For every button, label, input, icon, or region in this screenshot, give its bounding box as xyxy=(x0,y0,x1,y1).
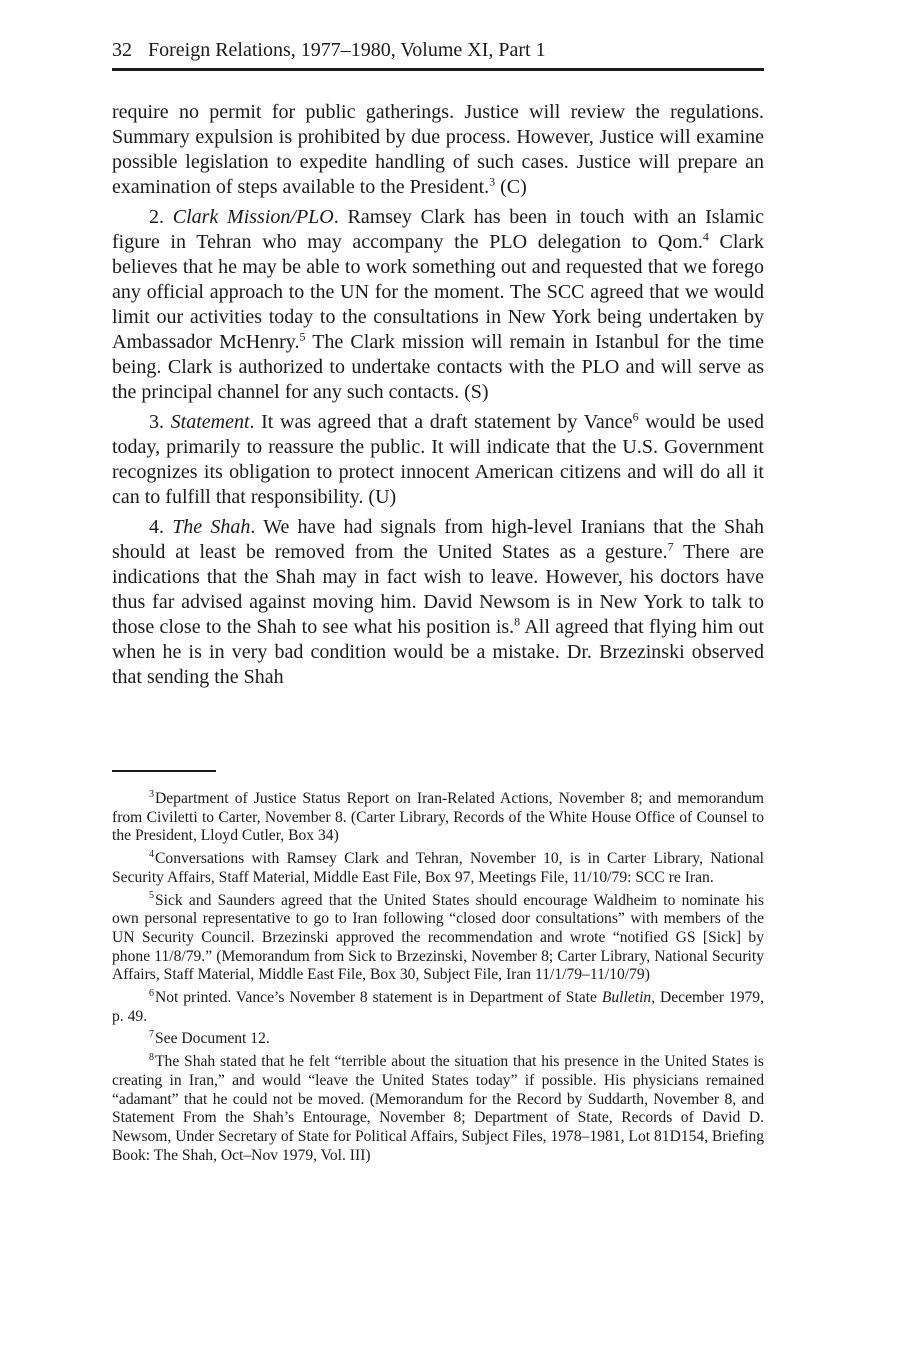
footnote-6: $^6$Not printed. Vance’s November 8 statement is in Department of State Bulletin, December 1979, p. 49. xyxy=(112,987,764,1025)
main-text xyxy=(112,100,764,695)
footnote-ref-5[interactable]: 5 xyxy=(299,329,306,344)
paragraph-the-shah: 4. The Shah. We have had signals from high-level Iranians that the Shah should at least be removed from the United States as a gesture.$^7$ There are indications that the Shah may in fact wish to leave. However, his doctors have thus far advised against moving him. David Newsom is in New York to talk to those close to the Shah to see what his position is.$^8$ All agreed that flying him out when he is in very bad condition would be a mistake. Dr. Brzezinski observed that sending the Shah xyxy=(112,516,765,688)
footnotes xyxy=(112,790,764,1169)
footnote-7: $^7$See Document 12. xyxy=(149,1029,270,1048)
footnote-4: $^4$Conversations with Ramsey Clark and Tehran, November 10, is in Carter Library, National Security Affairs, Staff Material, Middle East File, Box 97, Meetings File, 11/10/79: SCC re Iran. xyxy=(112,848,764,886)
paragraph-1: require no permit for public gatherings. Justice will review the regulations. Summary expulsion is prohibited by due process. However, Justice will examine possible legislation to expedite handling of such cases. Justice will prepare an examination of steps available to the President.$^3$ (C) xyxy=(112,101,764,198)
footnote-ref-3[interactable]: 3 xyxy=(489,174,496,189)
footnote-ref-7[interactable]: 7 xyxy=(667,539,674,554)
section-heading-statement: Statement xyxy=(170,411,250,433)
footnote-ref-8[interactable]: 8 xyxy=(514,614,521,629)
footnote-ref-4[interactable]: 4 xyxy=(702,229,709,244)
section-heading-the-shah: The Shah xyxy=(172,516,251,538)
footnote-8: $^8$The Shah stated that he felt “terrible about the situation that his presence in the United States is creating in Iran,” and would “leave the United States today” if possible. His physicians remained “adamant” that he could not be moved. (Memorandum for the Record by Suddarth, November 8, and Statement From the Shah’s Entourage, November 8; Department of State, Records of David D. Newsom, Under Secretary of State for Political Affairs, Subject Files, 1978–1981, Lot 81D154, Briefing Book: The Shah, Oct–Nov 1979, Vol. III) xyxy=(112,1051,764,1164)
paragraph-statement: 3. Statement. It was agreed that a draft statement by Vance$^6$ would be used today, primarily to reassure the public. It will indicate that the U.S. Government recognizes its obligation to protect innocent American citizens and will do all it can to fulfill that responsibility. (U) xyxy=(112,409,765,508)
running-title: Foreign Relations, 1977–1980, Volume XI, Part 1 xyxy=(148,39,546,61)
paragraph-clark-mission: 2. Clark Mission/PLO. Ramsey Clark has been in touch with an Islamic figure in Tehran who may accompany the PLO delegation to Qom.$^4$ Clark believes that he may be able to work something out and requested that we forego any official approach to the UN for the moment. The SCC agreed that we would limit our activities today to the consultations in New York being undertaken by Ambassador McHenry.$^5$ The Clark mission will remain in Istanbul for the time being. Clark is authorized to undertake contacts with the PLO and will serve as the principal channel for any such contacts. (S) xyxy=(112,206,764,403)
footnote-5: $^5$Sick and Saunders agreed that the United States should encourage Waldheim to nominate his own personal representative to go to Iran following “closed door consultations” with members of the UN Security Council. Brzezinski approved the recommendation and wrote “notified GS [Sick] by phone 11/8/79.” (Memorandum from Sick to Brzezinski, November 8; Carter Library, National Security Affairs, Staff Material, Middle East File, Box 30, Subject File, Iran 11/1/79–11/10/79) xyxy=(112,890,764,984)
footnote-divider xyxy=(112,770,216,772)
footnote-ref-6[interactable]: 6 xyxy=(632,409,639,424)
footnote-3: $^3$Department of Justice Status Report on Iran-Related Actions, November 8; and memorandum from Civiletti to Carter, November 8. (Carter Library, Records of the White House Office of Counsel to the President, Lloyd Cutler, Box 34) xyxy=(112,788,764,845)
section-heading-clark-mission: Clark Mission/PLO xyxy=(172,206,334,228)
page-number: 32 xyxy=(112,39,132,61)
running-header xyxy=(112,38,764,71)
